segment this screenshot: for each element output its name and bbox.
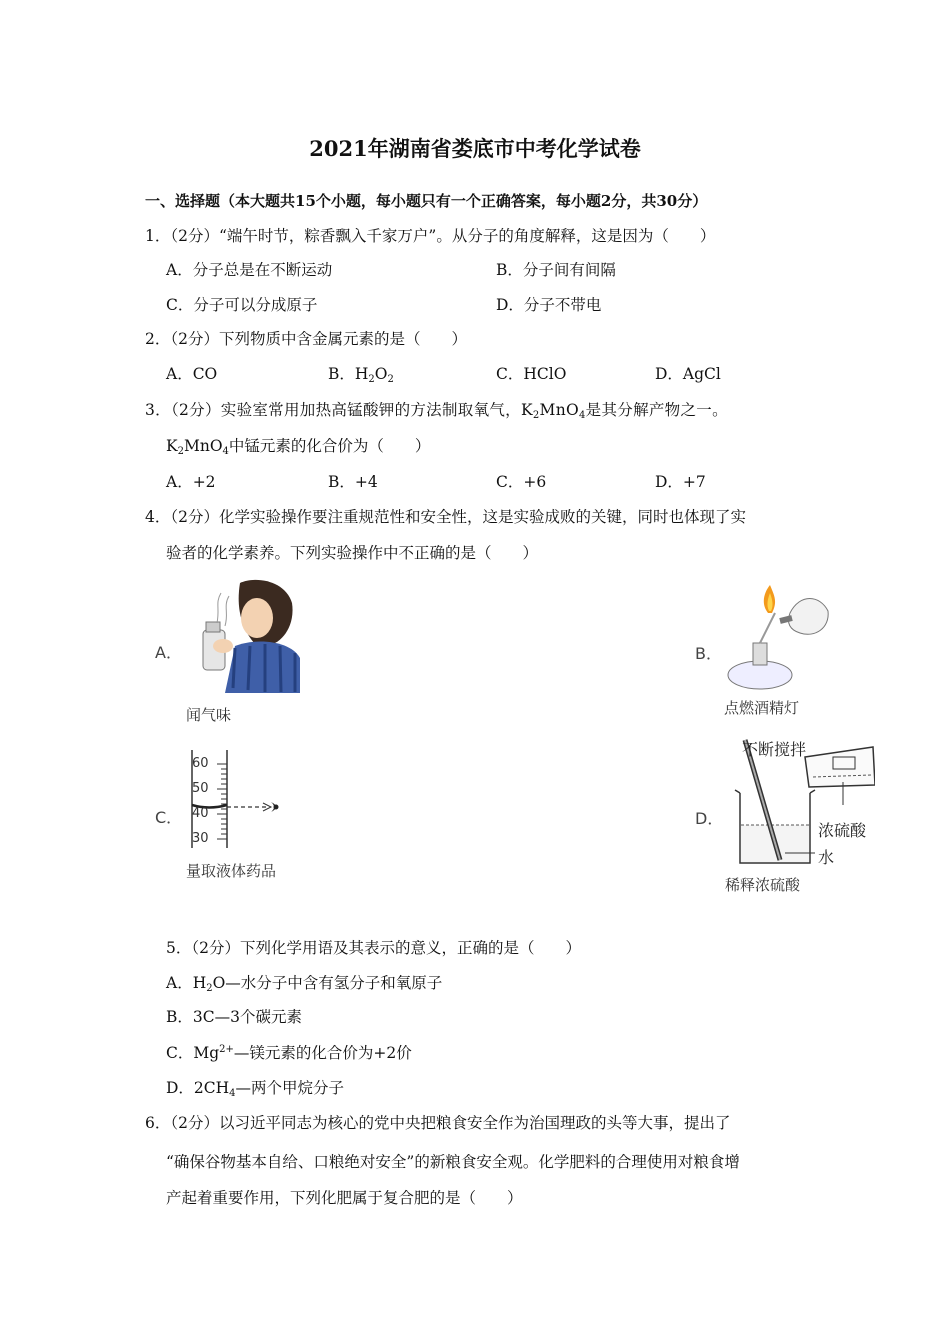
q3-option-c: C．+6 [496, 473, 547, 491]
question-6-line3: 产起着重要作用，下列化肥属于复合肥的是（ ） [166, 1189, 523, 1207]
q3-option-b: B．+4 [328, 473, 378, 491]
q5-option-a: A．$H_2O—$水分子中含有氢分子和氧原子 [166, 974, 443, 994]
q2-option-d: D．AgCl [655, 365, 721, 383]
q1-option-c: C．分子可以分成原子 [166, 296, 318, 314]
q5-option-d: D．$2CH_4—$两个甲烷分子 [166, 1079, 345, 1099]
figure-a-caption: 闻气味 [186, 706, 232, 724]
figure-c-tick-30: 30 [192, 831, 209, 846]
figure-c-caption: 量取液体药品 [186, 862, 277, 880]
q2-option-c: C．HClO [496, 365, 567, 383]
figure-a-smell-illustration [195, 578, 305, 698]
question-4-line1: 4．（2分）化学实验操作要注重规范性和安全性，这是实验成败的关键，同时也体现了实 [145, 508, 746, 526]
figure-d-caption: 稀释浓硫酸 [725, 876, 801, 894]
figure-c-label: C． [155, 808, 183, 827]
figure-b-alcohol-lamp-illustration [720, 583, 835, 695]
question-1-stem: 1．（2分）“端午时节，粽香飘入千家万户”。从分子的角度解释，这是因为（ ） [145, 227, 716, 245]
figure-c-tick-40: 40 [192, 806, 209, 821]
q2-option-a: A．CO [166, 365, 218, 383]
question-5-stem: 5．（2分）下列化学用语及其表示的意义，正确的是（ ） [166, 939, 581, 957]
section-heading: 一、选择题（本大题共15个小题，每小题只有一个正确答案，每小题2分，共30分） [145, 192, 708, 210]
q3-option-a: A．+2 [166, 473, 216, 491]
figure-b-caption: 点燃酒精灯 [724, 699, 800, 717]
figure-d-water-label: 水 [818, 848, 835, 867]
question-6-line2: “确保谷物基本自给、口粮绝对安全”的新粮食安全观。化学肥料的合理使用对粮食增 [166, 1153, 740, 1171]
question-3-stem: 3．（2分）实验室常用加热高锰酸钾的方法制取氧气，$K_2MnO_4$是其分解产物之一。 [145, 401, 728, 421]
q1-option-a: A．分子总是在不断运动 [166, 261, 333, 279]
figure-b-label: B． [695, 644, 722, 663]
question-3-line2: $K_2MnO_4$中锰元素的化合价为（ ） [166, 437, 431, 457]
q2-option-b: B．$H_2O_2$ [328, 365, 394, 385]
question-6-line1: 6．（2分）以习近平同志为核心的党中央把粮食安全作为治国理政的头等大事，提出了 [145, 1114, 731, 1132]
page-title: 2021年湖南省娄底市中考化学试卷 [309, 136, 641, 161]
figure-c-tick-50: 50 [192, 781, 209, 796]
figure-c-tick-60: 60 [192, 756, 209, 771]
q5-option-c: C．$Mg^{2+}—$镁元素的化合价为+2价 [166, 1044, 412, 1062]
question-2-stem: 2．（2分）下列物质中含金属元素的是（ ） [145, 330, 467, 348]
q3-option-d: D．+7 [655, 473, 706, 491]
q5-option-b: B．3C—3个碳元素 [166, 1008, 302, 1026]
figure-d-label: D． [695, 809, 724, 828]
question-4-line2: 验者的化学素养。下列实验操作中不正确的是（ ） [166, 544, 539, 562]
figure-d-stir-label: 不断搅拌 [742, 740, 807, 759]
figure-d-acid-label: 浓硫酸 [818, 821, 867, 840]
q1-option-b: B．分子间有间隔 [496, 261, 616, 279]
q1-option-d: D．分子不带电 [496, 296, 602, 314]
figure-a-label: A． [155, 643, 182, 662]
